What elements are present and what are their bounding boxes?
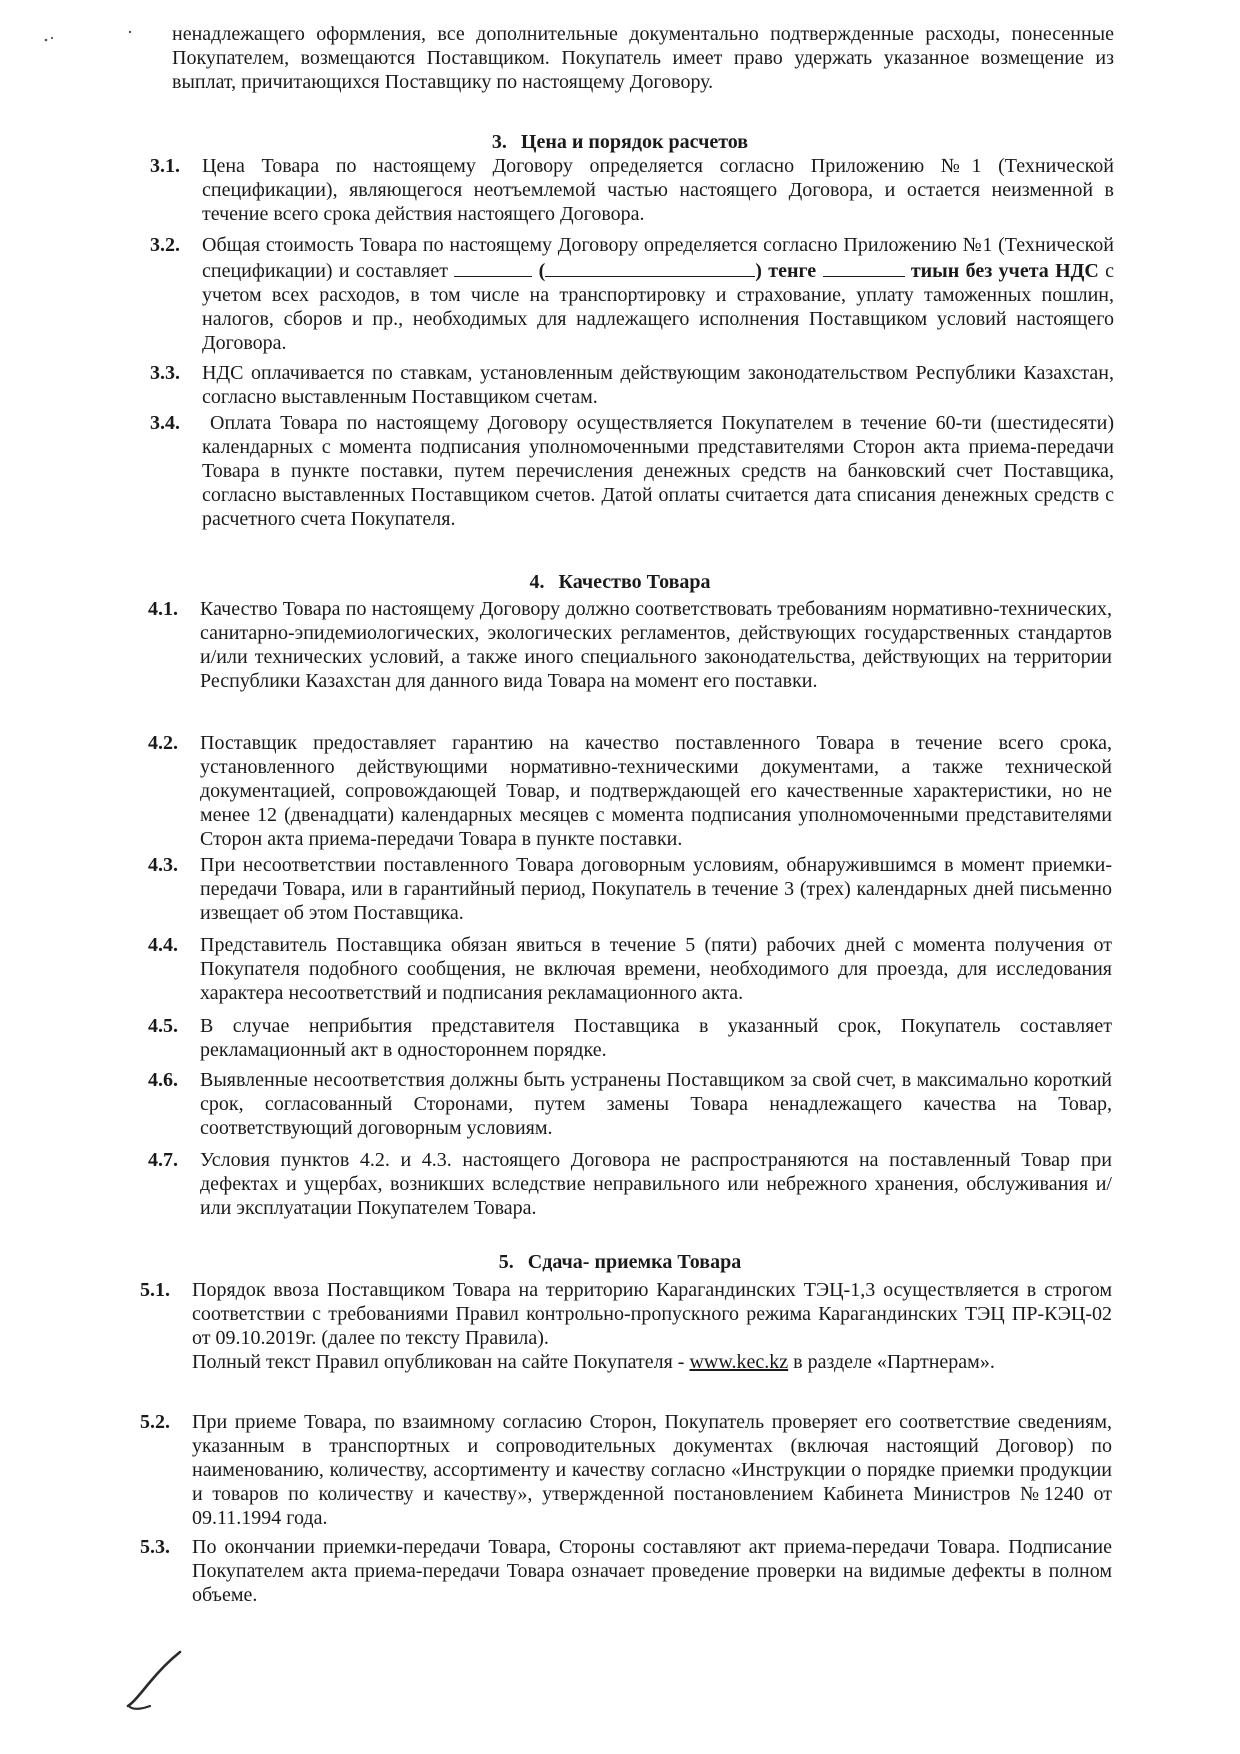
clause-text-part: Общая стоимость Товара по настоящему Договору определяется согласно Приложению №1 (Технической спецификации) и составляет <box>202 234 1114 282</box>
clause-5-2 <box>140 1410 1112 1530</box>
intro-fragment <box>172 22 1114 102</box>
clause-number: 4.6. <box>148 1069 178 1091</box>
clause-text-part: с учетом всех расходов, в том числе на транспортировку и страхование, уплату таможенных пошлин, налогов, сборов и пр., необходимых для надлежащего исполнения Поставщиком условий настоящего Договора. <box>202 260 1115 354</box>
clause-text: Представитель Поставщика обязан явиться в течение 5 (пяти) рабочих дней с момента получения от Покупателя подобного сообщения, не включая времени, необходимого для проезда, для исследования характера несоответствий и подписания рекламационного акта. <box>200 934 1112 1004</box>
clause-number: 4.4. <box>148 934 178 956</box>
clause-4-1 <box>148 597 1112 717</box>
clause-text: В случае неприбытия представителя Поставщика в указанный срок, Покупатель составляет рекламационный акт в одностороннем порядке. <box>200 1015 1112 1061</box>
clause-number: 3.4. <box>150 412 180 434</box>
clause-number: 4.2. <box>148 732 178 754</box>
clause-text: Оплата Товара по настоящему Договору осуществляется Покупателем в течение 60-ти (шестидесяти) календарных с момента подписания уполномоченными представителями Сторон акта приема-передачи Товара в пункте поставки, путем перечисления денежных средств на банковский счет Поставщика, согласно выставленных Поставщиком счетов. Датой оплаты считается дата списания денежных средств с расчетного счета Покупателя. <box>202 412 1114 530</box>
amount-words-close: ) <box>755 260 762 282</box>
clause-3-3 <box>150 361 1114 409</box>
clause-number: 5.1. <box>140 1279 170 1301</box>
scan-speck-mark <box>40 24 140 48</box>
section-3-number: 3. <box>491 131 507 153</box>
currency-label: тенге <box>768 260 817 282</box>
clause-text: По окончании приемки-передачи Товара, Стороны составляют акт приема-передачи Товара. Подписание Покупателем акта приема-передачи Товара означает проведение проверки на видимые дефекты в полном объеме. <box>192 1536 1112 1606</box>
clause-4-4 <box>148 933 1112 1005</box>
clause-4-7 <box>148 1148 1112 1220</box>
clause-number: 3.2. <box>150 234 180 256</box>
clause-text: Поставщик предоставляет гарантию на качество поставленного Товара в течение всего срока, установленного действующими нормативно-техническими документами, а также технической документацией, сопровождающей Товар, и подтверждающей его качественные характеристики, но не менее 12 (двенадцати) календарных месяцев с момента подписания уполномоченными представителями Сторон акта приема-передачи Товара в пункте поставки. <box>200 732 1112 850</box>
amount-blank <box>454 257 532 277</box>
clause-text: При приеме Товара, по взаимному согласию Сторон, Покупатель проверяет его соответствие сведениям, указанным в транспортных и сопроводительных документах (включая настоящий Договор) по наименованию, количеству, ассортименту и качеству согласно «Инструкции о порядке приемки продукции и товаров по количеству и качеству», утвержденной постановлением Кабинета Министров №1240 от 09.11.1994 года. <box>192 1411 1112 1529</box>
amount-words-blank <box>545 257 755 277</box>
tiyn-blank <box>823 257 905 277</box>
section-4-number: 4. <box>529 571 545 593</box>
website-link[interactable]: www.kec.kz <box>689 1351 789 1373</box>
clause-4-2 <box>148 731 1112 851</box>
clause-text: Качество Товара по настоящему Договору должно соответствовать требованиям нормативно-технических, санитарно-эпидемиологических, экологических регламентов, действующих государственных стандартов и/или технических условий, а также иного специального законодательства, действующих на территории Республики Казахстан для данного вида Товара на момент его поставки. <box>200 598 1112 692</box>
clause-3-2 <box>150 233 1114 353</box>
clause-text-block <box>192 1278 1112 1374</box>
section-3-heading <box>0 130 1240 154</box>
rules-note-text: Полный текст Правил опубликован на сайте Покупателя - <box>192 1351 685 1373</box>
section-5-number: 5. <box>498 1251 514 1273</box>
amount-words-open: ( <box>538 260 546 282</box>
clause-3-4 <box>150 411 1114 531</box>
section-5-title: Сдача- приемка Товара <box>527 1251 742 1273</box>
clause-4-3 <box>148 853 1112 925</box>
section-4-heading <box>0 570 1240 594</box>
section-4-title: Качество Товара <box>558 571 711 593</box>
clause-text: Цена Товара по настоящему Договору определяется согласно Приложению №1 (Технической спецификации), являющегося неотъемлемой частью настоящего Договора, и остается неизменной в течение всего срока действия настоящего Договора. <box>202 155 1114 225</box>
clause-text <box>202 233 1114 355</box>
clause-5-1 <box>140 1278 1112 1398</box>
section-3-title: Цена и порядок расчетов <box>520 131 749 153</box>
clause-text: Условия пунктов 4.2. и 4.3. настоящего Договора не распространяются на поставленный Товар при дефектах и ущербах, возникших вследствие неправильного или небрежного хранения, обслуживания и/или эксплуатации Покупателем Товара. <box>200 1149 1112 1219</box>
clause-text: Порядок ввоза Поставщиком Товара на территорию Карагандинских ТЭЦ-1,3 осуществляется в строгом соответствии с требованиями Правил контрольно-пропускного режима Карагандинских ТЭЦ ПР-КЭЦ-02 от 09.10.2019г. (далее по тексту Правила). <box>192 1279 1112 1349</box>
handwritten-initial-mark <box>120 1636 200 1716</box>
section-5-heading <box>0 1250 1240 1274</box>
intro-text: ненадлежащего оформления, все дополнительные документально подтвержденные расходы, понесенные Покупателем, возмещаются Поставщиком. Покупатель имеет право удержать указанное возмещение из выплат, причитающихся Поставщику по настоящему Договору. <box>172 23 1114 93</box>
clause-4-5 <box>148 1014 1112 1062</box>
vat-excluded-label: тиын без учета НДС <box>910 260 1099 282</box>
rules-note <box>192 1350 1112 1374</box>
clause-number: 4.5. <box>148 1015 178 1037</box>
rules-note-text: в разделе «Партнерам». <box>793 1351 995 1373</box>
clause-5-3 <box>140 1535 1112 1607</box>
clause-text: Выявленные несоответствия должны быть устранены Поставщиком за свой счет, в максимально короткий срок, согласованный Сторонами, путем замены Товара ненадлежащего качества на Товар, соответствующий договорным условиям. <box>200 1069 1112 1139</box>
clause-number: 5.3. <box>140 1536 170 1558</box>
clause-4-6 <box>148 1068 1112 1140</box>
clause-number: 5.2. <box>140 1411 170 1433</box>
clause-number: 4.3. <box>148 854 178 876</box>
clause-3-1 <box>150 154 1114 226</box>
clause-number: 3.1. <box>150 155 180 177</box>
clause-text: При несоответствии поставленного Товара договорным условиям, обнаружившимся в момент приемки-передачи Товара, или в гарантийный период, Покупатель в течение 3 (трех) календарных дней письменно извещает об этом Поставщика. <box>200 854 1112 924</box>
clause-text: НДС оплачивается по ставкам, установленным действующим законодательством Республики Казахстан, согласно выставленным Поставщиком счетам. <box>202 362 1114 408</box>
clause-number: 3.3. <box>150 362 180 384</box>
clause-number: 4.7. <box>148 1149 178 1171</box>
clause-number: 4.1. <box>148 598 178 620</box>
